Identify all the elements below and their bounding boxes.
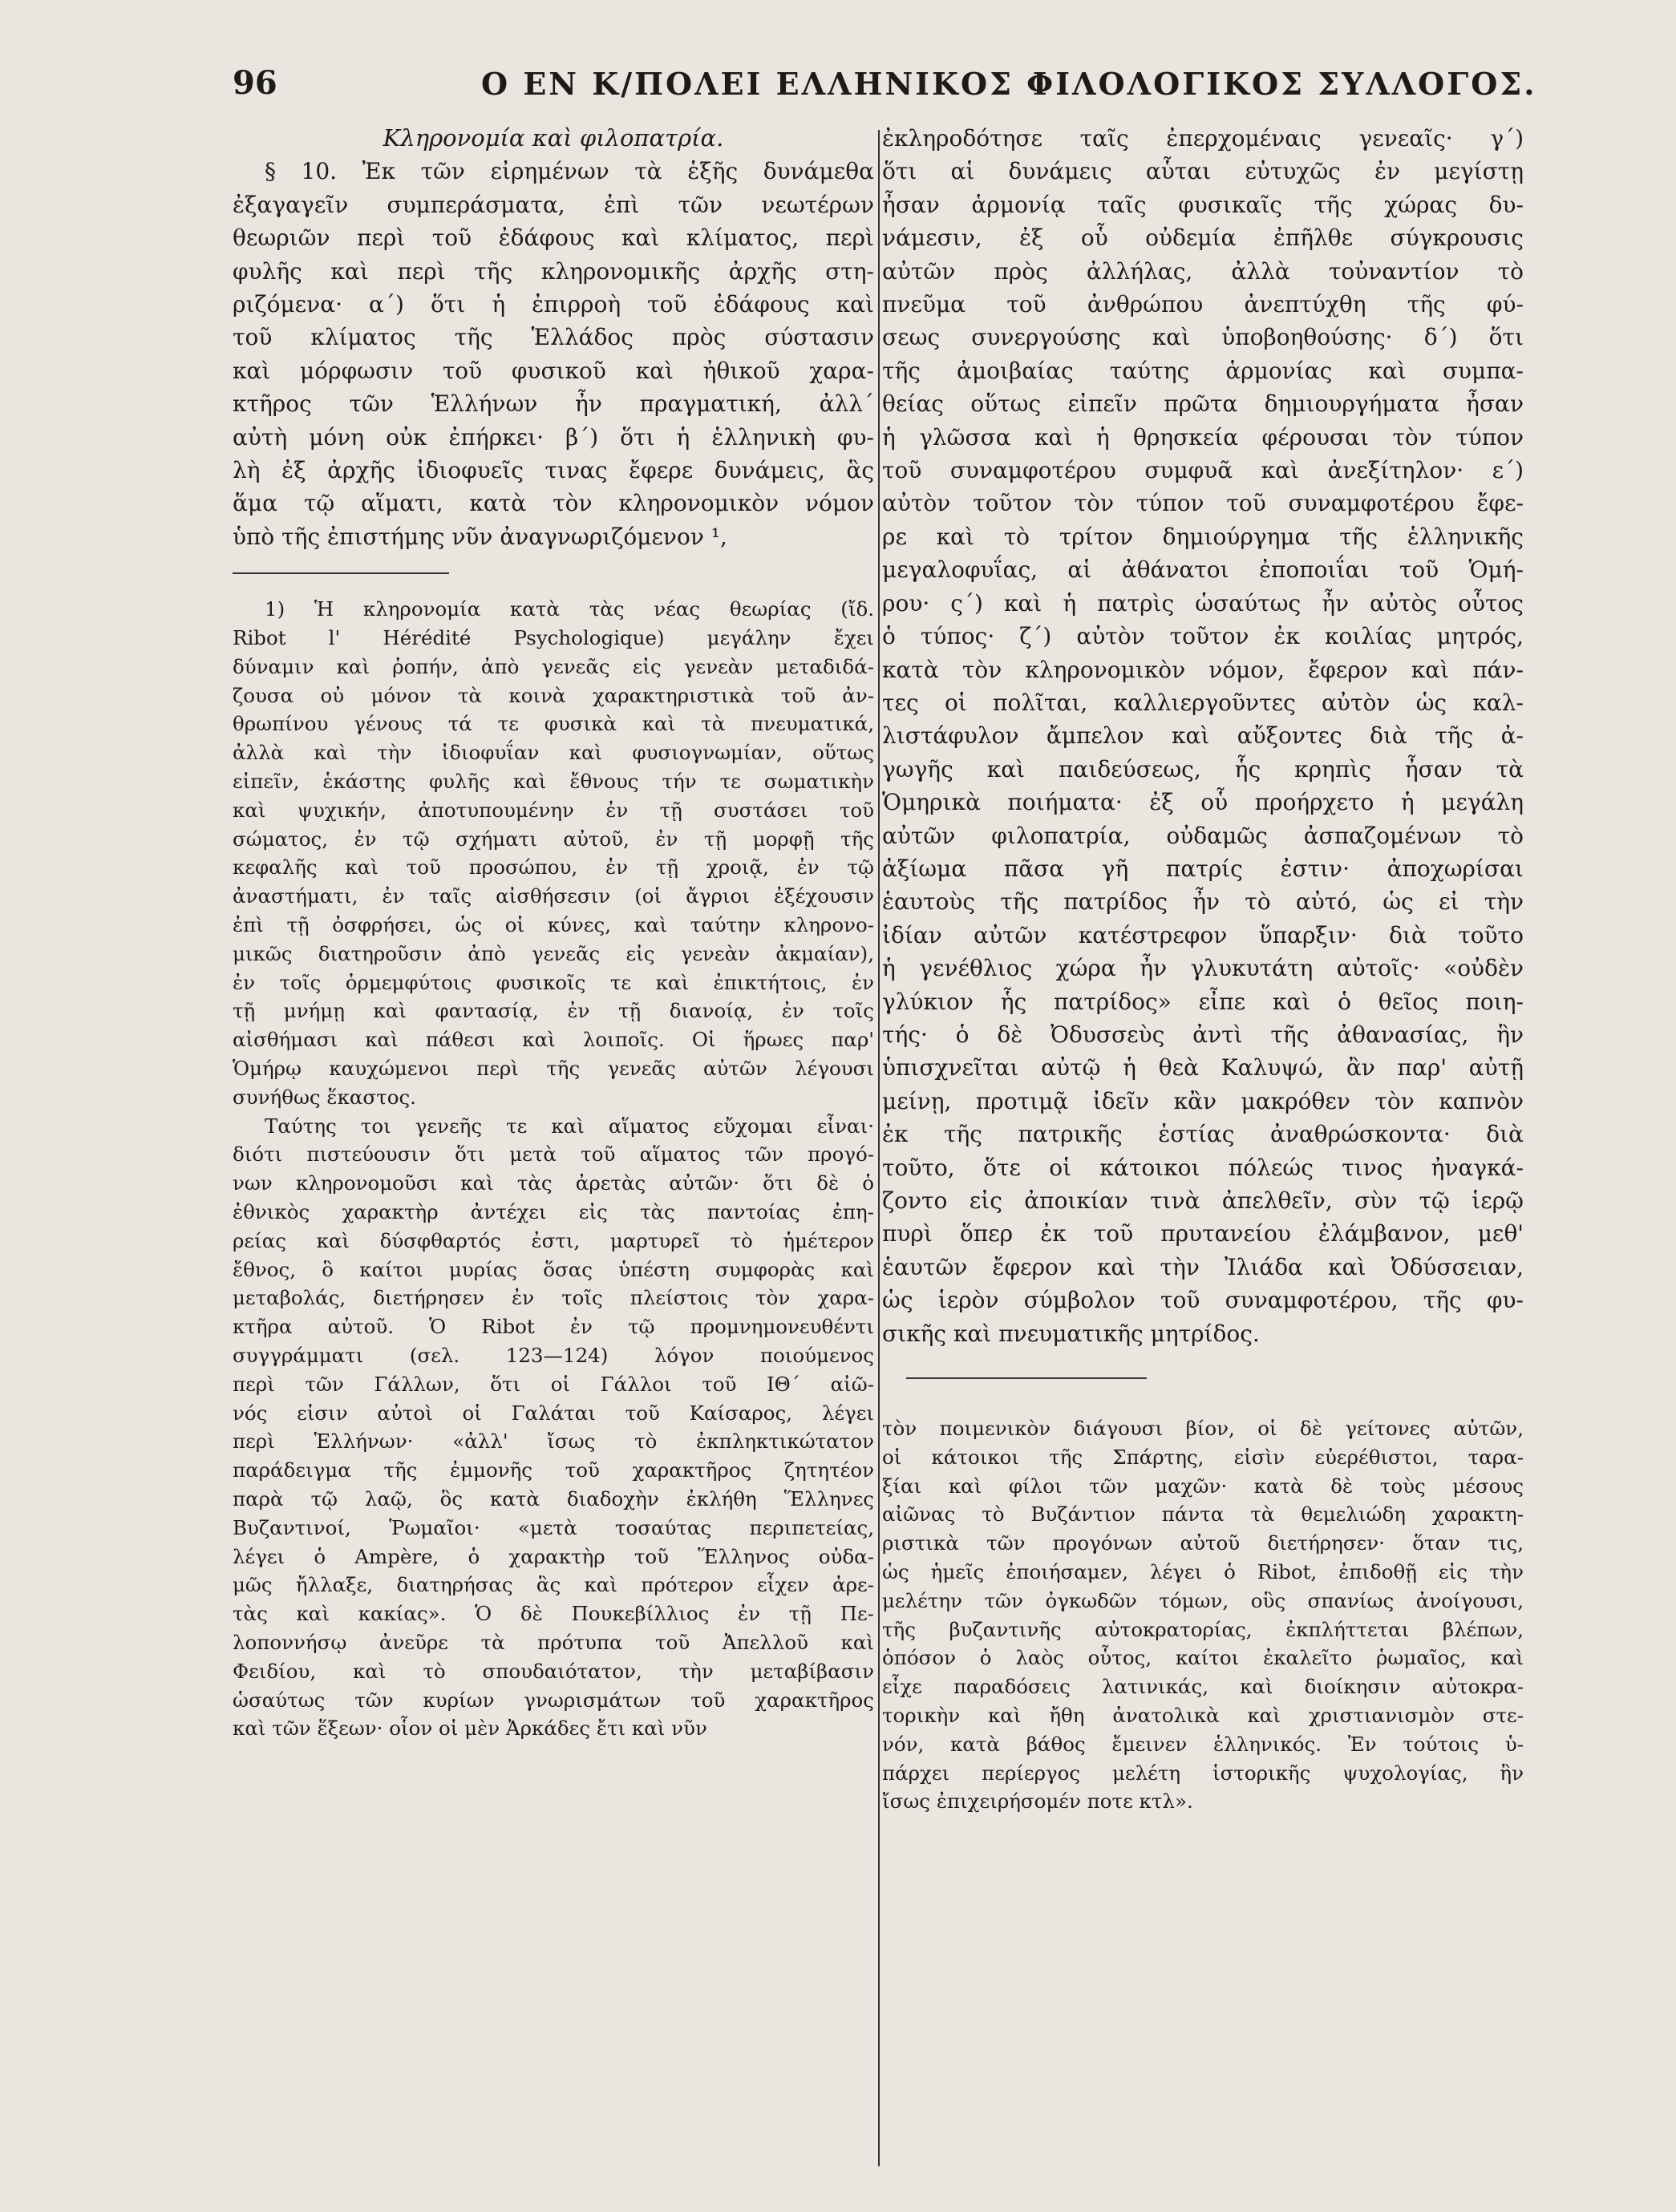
footnote-line: ἀναστήματι, ἐν ταῖς αἰσθήσεσιν (οἱ ἄγριοι ἐξέχουσιν bbox=[233, 884, 874, 908]
footnote-line: ἐθνικὸς χαρακτὴρ ἀντέχει εἰς τὰς παντοίας ἐπη- bbox=[233, 1200, 874, 1224]
body-line: μεγαλοφυΐας, αἱ ἀθάνατοι ἐποποιΐαι τοῦ Ὁμή- bbox=[882, 556, 1524, 584]
body-line: νάμεσιν, ἐξ οὗ οὐδεμία ἐπῆλθε σύγκρουσις bbox=[882, 224, 1524, 252]
footnote-line: ἔθνος, ὃ καίτοι μυρίας ὅσας ὑπέστη συμφορὰς καὶ bbox=[233, 1257, 874, 1281]
page-number: 96 bbox=[233, 64, 277, 102]
section-title: Κληρονομία καὶ φιλοπατρία. bbox=[383, 124, 724, 152]
right-body-text bbox=[882, 122, 1524, 1350]
body-line: ὁ τύπος· ζ΄) αὐτὸν τοῦτον ἐκ κοιλίας μητρός, bbox=[882, 623, 1524, 650]
body-line: τῆς ἀμοιβαίας ταύτης ἁρμονίας καὶ συμπα- bbox=[882, 357, 1524, 384]
footnote-line: Ταύτης τοι γενεῆς τε καὶ αἵματος εὔχομαι εἶναι· bbox=[265, 1114, 874, 1138]
footnote-line: παράδειγμα τῆς ἐμμονῆς τοῦ χαρακτῆρος ζητητέον bbox=[233, 1458, 874, 1482]
footnote-line: λέγει ὁ Ampère, ὁ χαρακτὴρ τοῦ Ἕλληνος οὐδα- bbox=[233, 1544, 874, 1568]
body-line: Ὁμηρικὰ ποιήματα· ἐξ οὗ προήρχετο ἡ μεγάλη bbox=[882, 789, 1524, 816]
body-line: ἅμα τῷ αἵματι, κατὰ τὸν κληρονομικὸν νόμον bbox=[233, 490, 874, 517]
footnote-line: τὰς καὶ κακίας». Ὁ δὲ Πουκεβίλλιος ἐν τῇ Πε- bbox=[233, 1602, 874, 1626]
body-line: ἐκληροδότησε ταῖς ἐπερχομέναις γενεαῖς· γ΄) bbox=[882, 125, 1524, 152]
footnote-line: περὶ Ἑλλήνων· «ἀλλ' ἴσως τὸ ἐκπληκτικώτατον bbox=[233, 1430, 874, 1454]
footnote-line: ρείας καὶ δύσφθαρτός ἐστι, μαρτυρεῖ τὸ ἡμέτερον bbox=[233, 1228, 874, 1252]
body-line: ἡ γλῶσσα καὶ ἡ θρησκεία φέρουσαι τὸν τύπον bbox=[882, 423, 1524, 451]
body-line: γλύκιον ἧς πατρίδος» εἶπε καὶ ὁ θεῖος ποιη- bbox=[882, 988, 1524, 1015]
footnote-line: συγγράμματι (σελ. 123—124) λόγον ποιούμενος bbox=[233, 1344, 874, 1367]
body-line: αὐτὴ μόνη οὐκ ἐπήρκει· β΄) ὅτι ἡ ἑλληνικὴ φυ- bbox=[233, 423, 874, 451]
footnote-line: εἶχε παραδόσεις λατινικάς, καὶ διοίκησιν αὐτοκρα- bbox=[882, 1675, 1524, 1699]
footnote-line: Βυζαντινοί, Ῥωμαῖοι· «μετὰ τοσαύτας περιπετείας, bbox=[233, 1515, 874, 1539]
body-line: τοῦ κλίματος τῆς Ἑλλάδος πρὸς σύστασιν bbox=[233, 324, 874, 351]
body-line: ἰδίαν αὐτῶν κατέστρεφον ὕπαρξιν· διὰ τοῦτο bbox=[882, 921, 1524, 948]
footnote-line: ὡσαύτως τῶν κυρίων γνωρισμάτων τοῦ χαρακτῆρος bbox=[233, 1688, 874, 1712]
body-line: πυρὶ ὅπερ ἐκ τοῦ πρυτανείου ἐλάμβανον, μεθ' bbox=[882, 1220, 1524, 1248]
body-line: θεωριῶν περὶ τοῦ ἐδάφους καὶ κλίματος, περὶ bbox=[233, 224, 874, 252]
footnote-line: νόν, κατὰ βάθος ἔμεινεν ἑλληνικός. Ἐν τούτοις ὑ- bbox=[882, 1732, 1524, 1756]
footnote-line: καὶ τῶν ἕξεων· οἷον οἱ μὲν Ἀρκάδες ἔτι καὶ νῦν bbox=[233, 1717, 707, 1741]
footnote-line: νός εἰσιν αὐτοὶ οἱ Γαλάται τοῦ Καίσαρος, λέγει bbox=[233, 1401, 874, 1425]
footnote-line: ριστικὰ τῶν προγόνων αὐτοῦ διετήρησεν· ὅταν τις, bbox=[882, 1531, 1524, 1555]
body-line: ἀξίωμα πᾶσα γῆ πατρίς ἐστιν· ἀποχωρίσαι bbox=[882, 855, 1524, 882]
body-line: μείνῃ, προτιμᾷ ἰδεῖν κἂν μακρόθεν τὸν καπνὸν bbox=[882, 1087, 1524, 1114]
right-footnote-text bbox=[882, 1414, 1524, 1816]
footnote-rule-right bbox=[906, 1377, 1147, 1379]
body-line: ὡς ἱερὸν σύμβολον τοῦ συναμφοτέρου, τῆς φυ- bbox=[882, 1287, 1524, 1314]
body-line: τες οἱ πολῖται, καλλιεργοῦντες αὐτὸν ὡς καλ- bbox=[882, 689, 1524, 716]
footnote-line: πάρχει περίεργος μελέτη ἱστορικῆς ψυχολογίας, ἣν bbox=[882, 1761, 1524, 1785]
body-line: τοῦτο, ὅτε οἱ κάτοικοι πόλεώς τινος ἠναγκά- bbox=[882, 1154, 1524, 1181]
footnote-line: τορικὴν καὶ ἤθη ἀνατολικὰ καὶ χριστιανισμὸν στε- bbox=[882, 1704, 1524, 1727]
body-line: ἐκ τῆς πατρικῆς ἑστίας ἀναθρώσκοντα· διὰ bbox=[882, 1121, 1524, 1148]
footnote-line: ζουσα οὐ μόνον τὰ κοινὰ χαρακτηριστικὰ τοῦ ἀν- bbox=[233, 683, 874, 707]
body-line: λιστάφυλον ἄμπελον καὶ αὔξοντες διὰ τῆς ἀ- bbox=[882, 722, 1524, 750]
body-line: κτῆρος τῶν Ἑλλήνων ἦν πραγματική, ἀλλ΄ bbox=[233, 390, 874, 418]
body-line: πνεῦμα τοῦ ἀνθρώπου ἀνεπτύχθη τῆς φύ- bbox=[882, 291, 1524, 318]
left-column bbox=[233, 122, 874, 1743]
left-footnote-text bbox=[233, 595, 874, 1743]
body-line: ὅτι αἱ δυνάμεις αὗται εὐτυχῶς ἐν μεγίστῃ bbox=[882, 158, 1524, 185]
footnote-line: διότι πιστεύουσιν ὅτι μετὰ τοῦ αἵματος τῶν προγό- bbox=[233, 1142, 874, 1167]
footnote-line: μικῶς διατηροῦσιν ἀπὸ γενεᾶς εἰς γενεὰν ἀκμαίαν), bbox=[233, 941, 874, 965]
footnote-line: ἴσως ἐπιχειρήσομέν ποτε κτλ». bbox=[882, 1789, 1193, 1814]
footnote-line: Ὁμήρῳ καυχώμενοι περὶ τῆς γενεᾶς αὐτῶν λέγουσι bbox=[233, 1057, 874, 1081]
footnote-line: τῇ μνήμῃ καὶ φαντασίᾳ, ἐν τῇ διανοίᾳ, ἐν τοῖς bbox=[233, 999, 874, 1023]
body-line: τής· ὁ δὲ Ὀδυσσεὺς ἀντὶ τῆς ἀθανασίας, ἣν bbox=[882, 1021, 1524, 1048]
footnote-line: 1) Ἡ κληρονομία κατὰ τὰς νέας θεωρίας (ἴδ. bbox=[265, 597, 874, 621]
right-column bbox=[882, 122, 1524, 1816]
body-line: ἦσαν ἁρμονίᾳ ταῖς φυσικαῖς τῆς χώρας δυ- bbox=[882, 191, 1524, 218]
body-line: λὴ ἐξ ἀρχῆς ἰδιοφυεῖς τινας ἔφερε δυνάμεις, ἃς bbox=[233, 457, 874, 484]
footnote-line: ξίαι καὶ φίλοι τῶν μαχῶν· κατὰ δὲ τοὺς μέσους bbox=[882, 1474, 1524, 1498]
footnote-line: οἱ κάτοικοι τῆς Σπάρτης, εἰσὶν εὐερέθιστοι, ταρα- bbox=[882, 1445, 1524, 1469]
footnote-line: αἰῶνας τὸ Βυζάντιον πάντα τὰ θεμελιώδη χαρακτη- bbox=[882, 1502, 1524, 1527]
left-body-text bbox=[233, 155, 874, 553]
footnote-line: παρὰ τῷ λαῷ, ὃς κατὰ διαδοχὴν ἐκλήθη Ἕλληνες bbox=[233, 1486, 874, 1510]
body-line: ἑαυτοὺς τῆς πατρίδος ἦν τὸ αὐτό, ὡς εἰ τὴν bbox=[882, 888, 1524, 916]
footnote-line: ἐπὶ τῇ ὀσφρήσει, ὡς οἱ κύνες, καὶ ταύτην κληρονο- bbox=[233, 913, 874, 937]
body-line: ὑπὸ τῆς ἐπιστήμης νῦν ἀναγνωριζόμενον ¹, bbox=[233, 523, 727, 550]
footnote-line: συνήθως ἕκαστος. bbox=[233, 1085, 416, 1109]
footnote-line: Φειδίου, καὶ τὸ σπουδαιότατον, τὴν μεταβίβασιν bbox=[233, 1659, 874, 1683]
column-divider bbox=[878, 130, 880, 2166]
footnote-line: εἰπεῖν, ἑκάστης φυλῆς καὶ ἔθνους τήν τε σωματικὴν bbox=[233, 770, 874, 794]
body-line: ζοντο εἰς ἀποικίαν τινὰ ἀπελθεῖν, σὺν τῷ ἱερῷ bbox=[882, 1187, 1524, 1214]
body-line: ἑαυτῶν ἔφερον καὶ τὴν Ἰλιάδα καὶ Ὀδύσσειαν, bbox=[882, 1253, 1524, 1280]
body-line: αὐτὸν τοῦτον τὸν τύπον τοῦ συναμφοτέρου ἔφε- bbox=[882, 490, 1524, 517]
body-line: γωγῆς καὶ παιδεύσεως, ἧς κρηπὶς ἦσαν τὰ bbox=[882, 755, 1524, 782]
footnote-line: ὡς ἡμεῖς ἐποιήσαμεν, λέγει ὁ Ribot, ἐπιδοθῇ εἰς τὴν bbox=[882, 1560, 1524, 1584]
footnote-line: τὸν ποιμενικὸν διάγουσι βίον, οἱ δὲ γείτονες αὐτῶν, bbox=[882, 1417, 1524, 1441]
body-line: αὐτῶν πρὸς ἀλλήλας, ἀλλὰ τοὐναντίον τὸ bbox=[882, 257, 1524, 285]
footnote-line: μελέτην τῶν ὀγκωδῶν τόμων, οὓς σπανίως ἀνοίγουσι, bbox=[882, 1588, 1524, 1612]
body-line: αὐτῶν φιλοπατρία, οὐδαμῶς ἀσπαζομένων τὸ bbox=[882, 822, 1524, 849]
footnote-line: νων κληρονομοῦσι καὶ τὰς ἀρετὰς αὐτῶν· ὅτι δὲ ὁ bbox=[233, 1171, 874, 1195]
body-line: ἡ γενέθλιος χώρα ἦν γλυκυτάτη αὐτοῖς· «οὐδὲν bbox=[882, 955, 1524, 982]
running-title: Ο ΕΝ Κ/ΠΟΛΕΙ ΕΛΛΗΝΙΚΟΣ ΦΙΛΟΛΟΓΙΚΟΣ ΣΥΛΛΟΓΟΣ. bbox=[481, 66, 1537, 102]
footnote-line: καὶ ψυχικήν, ἀποτυπουμένην ἐν τῇ συστάσει τοῦ bbox=[233, 798, 874, 822]
footnote-line: σώματος, ἐν τῷ σχήματι αὐτοῦ, ἐν τῇ μορφῇ τῆς bbox=[233, 827, 874, 851]
footnote-line: μεταβολάς, διετήρησεν ἐν τοῖς πλείστοις τὸν χαρα- bbox=[233, 1286, 874, 1310]
body-line: ὑπισχνεῖται αὐτῷ ἡ θεὰ Καλυψώ, ἂν παρ' αὐτῇ bbox=[882, 1054, 1524, 1082]
body-line: τοῦ συναμφοτέρου συμφυᾶ καὶ ἀνεξίτηλον· ε΄) bbox=[882, 457, 1524, 484]
footnote-line: ὁπόσον ὁ λαὸς οὗτος, καίτοι ἐκαλεῖτο ῥωμαῖος, καὶ bbox=[882, 1646, 1524, 1670]
footnote-line: ἐν τοῖς ὁρμεμφύτοις φυσικοῖς τε καὶ ἐπικτήτοις, ἐν bbox=[233, 970, 874, 994]
footnote-line: ἀλλὰ καὶ τὴν ἰδιοφυΐαν καὶ φυσιογνωμίαν, οὕτως bbox=[233, 741, 874, 765]
footnote-line: τῆς βυζαντινῆς αὐτοκρατορίας, ἐκπλήττεται βλέπων, bbox=[882, 1617, 1524, 1641]
body-line: ρου· ς΄) καὶ ἡ πατρὶς ὡσαύτως ἦν αὐτὸς οὗτος bbox=[882, 589, 1524, 617]
footnote-line: περὶ τῶν Γάλλων, ὅτι οἱ Γάλλοι τοῦ ΙΘ΄ αἰῶ- bbox=[233, 1372, 874, 1396]
body-line: σικῆς καὶ πνευματικῆς μητρίδος. bbox=[882, 1320, 1260, 1347]
footnote-rule-left bbox=[233, 572, 449, 574]
body-line: ριζόμενα· α΄) ὅτι ἡ ἐπιρροὴ τοῦ ἐδάφους καὶ bbox=[233, 291, 874, 318]
body-line: θείας οὕτως εἰπεῖν πρῶτα δημιουργήματα ἦσαν bbox=[882, 390, 1524, 418]
footnote-line: αἰσθήμασι καὶ πάθεσι καὶ λοιποῖς. Οἱ ἥρωες παρ' bbox=[233, 1028, 874, 1052]
footnote-line: κτῆρα αὐτοῦ. Ὁ Ribot ἐν τῷ προμνημονευθέντι bbox=[233, 1315, 874, 1339]
footnote-line: μῶς ἤλλαξε, διατηρήσας ἃς καὶ πρότερον εἶχεν ἀρε- bbox=[233, 1573, 874, 1597]
body-line: ἐξαγαγεῖν συμπεράσματα, ἐπὶ τῶν νεωτέρων bbox=[233, 191, 874, 218]
footnote-line: Ribot l' Hérédité Psychologique) μεγάλην ἔχει bbox=[233, 626, 874, 650]
footnote-line: κεφαλῆς καὶ τοῦ προσώπου, ἐν τῇ χροιᾷ, ἐν τῷ bbox=[233, 855, 874, 880]
footnote-line: θρωπίνου γένους τά τε φυσικὰ καὶ τὰ πνευματικά, bbox=[233, 712, 874, 736]
body-line: § 10. Ἐκ τῶν εἰρημένων τὰ ἑξῆς δυνάμεθα bbox=[265, 158, 874, 185]
body-line: καὶ μόρφωσιν τοῦ φυσικοῦ καὶ ἠθικοῦ χαρα- bbox=[233, 357, 874, 384]
body-line: ρε καὶ τὸ τρίτον δημιούργημα τῆς ἑλληνικῆς bbox=[882, 523, 1524, 550]
body-line: σεως συνεργούσης καὶ ὑποβοηθούσης· δ΄) ὅτι bbox=[882, 324, 1524, 351]
body-line: κατὰ τὸν κληρονομικὸν νόμον, ἔφερον καὶ πάν- bbox=[882, 656, 1524, 683]
footnote-line: λοποννήσῳ ἀνεῦρε τὰ πρότυπα τοῦ Ἀπελλοῦ καὶ bbox=[233, 1630, 874, 1654]
body-line: φυλῆς καὶ περὶ τῆς κληρονομικῆς ἀρχῆς στη- bbox=[233, 257, 874, 285]
footnote-line: δύναμιν καὶ ῥοπήν, ἀπὸ γενεᾶς εἰς γενεὰν μεταδιδά- bbox=[233, 654, 874, 678]
